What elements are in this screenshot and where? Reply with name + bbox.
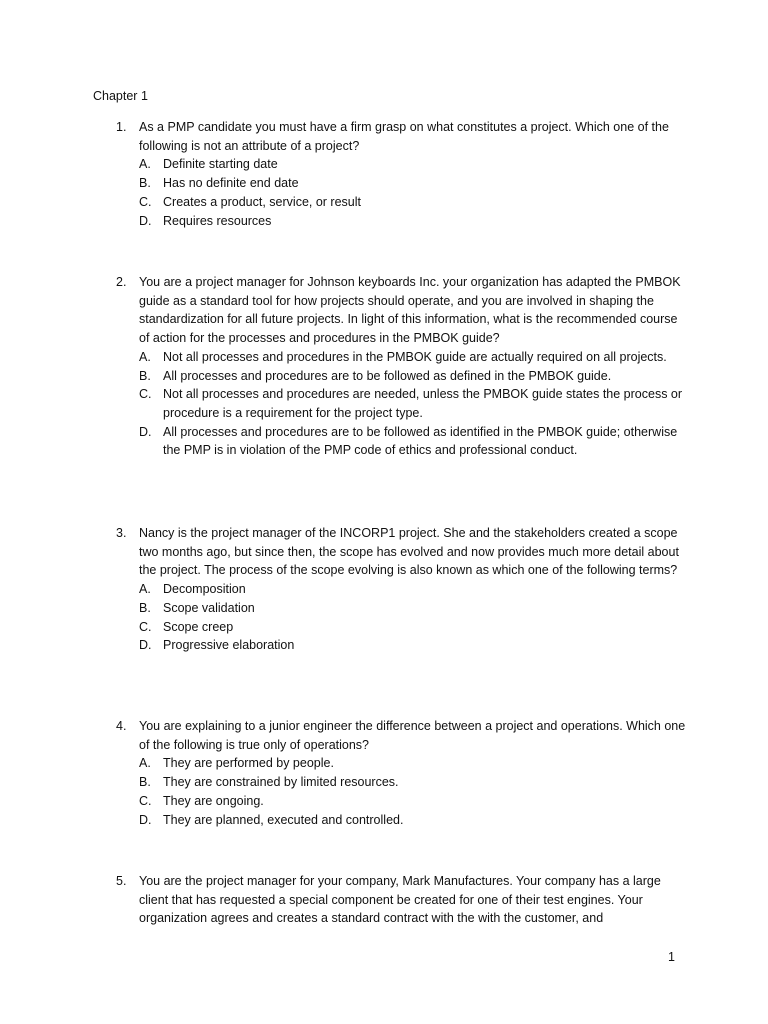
option-text: Scope creep <box>163 619 234 634</box>
question-5 <box>116 872 686 928</box>
option-letter: C. <box>139 387 152 402</box>
option-letter: D. <box>139 213 152 228</box>
answer-option <box>116 385 686 422</box>
answer-option <box>116 348 686 367</box>
answer-option <box>116 636 686 655</box>
option-letter: A. <box>139 349 151 364</box>
question-4 <box>116 717 686 829</box>
question-number: 2. <box>116 275 127 289</box>
question-2 <box>116 273 686 460</box>
question-1 <box>116 118 686 230</box>
option-letter: B. <box>139 368 151 383</box>
answer-option <box>116 423 686 460</box>
answer-option <box>116 811 686 830</box>
option-letter: D. <box>139 424 152 439</box>
option-text: Requires resources <box>163 213 272 228</box>
option-letter: C. <box>139 194 152 209</box>
option-text: Has no definite end date <box>163 176 299 191</box>
option-text: Decomposition <box>163 582 246 597</box>
question-number: 1. <box>116 120 127 134</box>
option-text: Creates a product, service, or result <box>163 194 361 209</box>
option-text: All processes and procedures are to be followed as defined in the PMBOK guide. <box>163 368 612 383</box>
option-text: They are constrained by limited resources. <box>163 775 399 790</box>
option-text: Not all processes and procedures are needed, unless the PMBOK guide states the process or procedure is a requirement for the project type. <box>163 387 683 420</box>
chapter-heading: Chapter 1 <box>93 89 148 103</box>
option-text: They are planned, executed and controlled. <box>163 812 404 827</box>
option-letter: B. <box>139 176 151 191</box>
answer-option <box>116 754 686 773</box>
answer-option <box>116 580 686 599</box>
option-letter: A. <box>139 157 151 172</box>
answer-options <box>116 754 686 829</box>
answer-option <box>116 367 686 386</box>
option-letter: A. <box>139 582 151 597</box>
answer-option <box>116 174 686 193</box>
question-number: 4. <box>116 719 127 733</box>
option-letter: C. <box>139 793 152 808</box>
option-letter: D. <box>139 638 152 653</box>
option-letter: C. <box>139 619 152 634</box>
option-text: They are performed by people. <box>163 756 334 771</box>
option-letter: B. <box>139 600 151 615</box>
option-text: Progressive elaboration <box>163 638 295 653</box>
answer-option <box>116 155 686 174</box>
answer-option <box>116 212 686 231</box>
question-text: As a PMP candidate you must have a firm grasp on what constitutes a project. Which one of the following is not an attribute of a project? <box>139 120 669 153</box>
question-3 <box>116 524 686 655</box>
question-text: You are explaining to a junior engineer the difference between a project and operations. Which one of the following is true only of operations? <box>139 719 686 752</box>
answer-option <box>116 193 686 212</box>
question-text: Nancy is the project manager of the INCORP1 project. She and the stakeholders created a scope two months ago, but since then, the scope has evolved and now provides much more detail about the project. The process of the scope evolving is also known as which one of the following terms? <box>139 526 679 578</box>
option-text: All processes and procedures are to be followed as identified in the PMBOK guide; otherwise the PMP is in violation of the PMP code of ethics and professional conduct. <box>163 424 678 458</box>
option-letter: B. <box>139 775 151 790</box>
question-text: You are the project manager for your company, Mark Manufactures. Your company has a large client that has requested a special component be created for one of their test engines. Your organization agrees and creates a standard contract with the with the customer, and <box>139 874 661 926</box>
answer-options <box>116 580 686 655</box>
option-text: Not all processes and procedures in the PMBOK guide are actually required on all projects. <box>163 349 667 364</box>
answer-option <box>116 618 686 637</box>
question-text: You are a project manager for Johnson keyboards Inc. your organization has adapted the PMBOK guide as a standard tool for how projects should operate, and you are involved in shaping the standardization for all future projects. In light of this information, what is the recommended course of action for the processes and procedures in the PMBOK guide? <box>139 275 681 346</box>
answer-options <box>116 348 686 460</box>
page-number: 1 <box>668 950 675 964</box>
question-number: 3. <box>116 526 127 540</box>
option-letter: A. <box>139 756 151 771</box>
answer-option <box>116 792 686 811</box>
option-letter: D. <box>139 812 152 827</box>
option-text: Scope validation <box>163 600 255 615</box>
answer-option <box>116 773 686 792</box>
answer-options <box>116 155 686 230</box>
option-text: They are ongoing. <box>163 793 264 808</box>
question-number: 5. <box>116 874 127 888</box>
option-text: Definite starting date <box>163 157 278 172</box>
answer-option <box>116 599 686 618</box>
